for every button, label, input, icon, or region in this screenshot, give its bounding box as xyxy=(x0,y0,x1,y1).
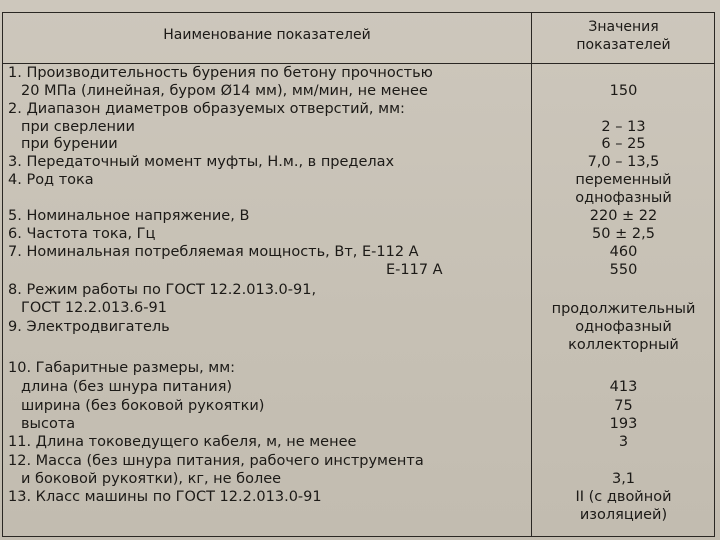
row-8-label-b: ГОСТ 12.2.013.6-91 xyxy=(21,300,167,316)
row-10c-value: 193 xyxy=(609,416,638,432)
row-10a-label: длина (без шнура питания) xyxy=(21,379,233,395)
row-11-value: 3 xyxy=(618,434,629,450)
row-13-value-a: II (с двойной xyxy=(575,489,672,505)
row-1-label-a: 1. Производительность бурения по бетону прочностью xyxy=(8,65,433,81)
row-13-value-b: изоляцией) xyxy=(579,507,668,523)
row-2-label: 2. Диапазон диаметров образуемых отверстий, мм: xyxy=(8,101,405,117)
row-7b-label: Е-117 А xyxy=(386,262,443,278)
row-2a-label: при сверлении xyxy=(21,119,135,135)
row-8-value: продолжительный xyxy=(551,301,696,317)
row-5-label: 5. Номинальное напряжение, В xyxy=(8,208,250,224)
header-value-column xyxy=(531,18,716,54)
row-5-value: 220 ± 22 xyxy=(589,208,658,224)
row-9-value-b: коллекторный xyxy=(568,337,679,353)
row-11-label: 11. Длина токоведущего кабеля, м, не менее xyxy=(8,434,357,450)
row-4-label: 4. Род тока xyxy=(8,172,94,188)
header-value-line1: Значения xyxy=(588,19,659,35)
row-10b-value: 75 xyxy=(614,398,633,414)
row-10a-value: 413 xyxy=(609,379,638,395)
row-9-value-a: однофазный xyxy=(575,319,672,335)
row-10-label: 10. Габаритные размеры, мм: xyxy=(8,360,236,376)
row-12-label-b: и боковой рукоятки), кг, не более xyxy=(21,471,282,487)
row-6-value: 50 ± 2,5 xyxy=(592,226,655,242)
row-3-value: 7,0 – 13,5 xyxy=(587,154,660,170)
row-7b-value: 550 xyxy=(609,262,638,278)
row-13-label: 13. Класс машины по ГОСТ 12.2.013.0-91 xyxy=(8,489,322,505)
row-4-value-b: однофазный xyxy=(575,190,672,206)
row-1-value: 150 xyxy=(609,83,638,99)
row-6-label: 6. Частота тока, Гц xyxy=(8,226,156,242)
header-value-line2: показателей xyxy=(576,37,671,53)
row-12-value: 3,1 xyxy=(611,471,636,487)
row-10c-label: высота xyxy=(21,416,76,432)
row-9-label: 9. Электродвигатель xyxy=(8,319,170,335)
row-7a-value: 460 xyxy=(609,244,638,260)
row-4-value-a: переменный xyxy=(575,172,672,188)
specs-table xyxy=(2,12,715,537)
row-2b-label: при бурении xyxy=(21,136,118,152)
header-divider xyxy=(3,63,714,64)
row-1-label-b: 20 МПа (линейная, буром Ø14 мм), мм/мин, не менее xyxy=(21,83,428,99)
row-10b-label: ширина (без боковой рукоятки) xyxy=(21,398,265,414)
header-name-column: Наименование показателей xyxy=(163,27,371,43)
row-2b-value: 6 – 25 xyxy=(601,136,646,152)
row-8-label-a: 8. Режим работы по ГОСТ 12.2.013.0-91, xyxy=(8,282,317,298)
row-12-label-a: 12. Масса (без шнура питания, рабочего инструмента xyxy=(8,453,424,469)
row-7-label: 7. Номинальная потребляемая мощность, Вт, Е-112 А xyxy=(8,244,419,260)
row-3-label: 3. Передаточный момент муфты, Н.м., в пределах xyxy=(8,154,395,170)
row-2a-value: 2 – 13 xyxy=(601,119,646,135)
